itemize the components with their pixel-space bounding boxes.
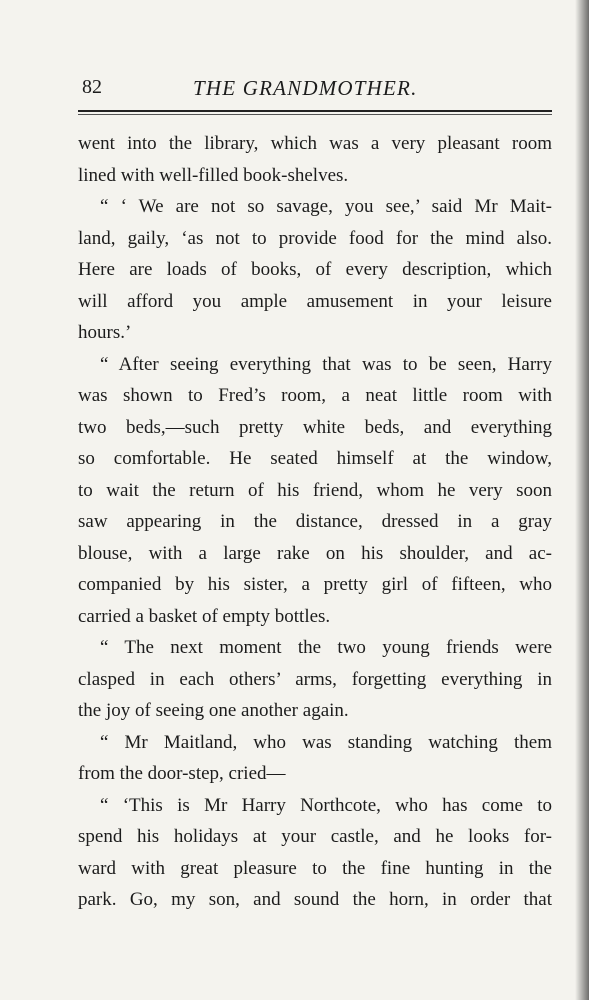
text-line: will afford you ample amusement in your leisure — [78, 290, 552, 312]
header-rule — [78, 110, 552, 112]
text-line: clasped in each others’ arms, forgetting everything in — [78, 668, 552, 690]
text-line: “ After seeing everything that was to be seen, Harry — [100, 353, 552, 375]
body-text — [78, 128, 552, 916]
page-edge-shadow — [575, 0, 589, 1000]
text-line: “ ‘ We are not so savage, you see,’ said Mr Mait- — [100, 196, 552, 217]
text-line: Here are loads of books, of every description, which — [78, 259, 552, 280]
text-line: park. Go, my son, and sound the horn, in order that — [78, 889, 552, 910]
text-line: saw appearing in the distance, dressed in a gray — [78, 511, 552, 532]
text-line: blouse, with a large rake on his shoulder, and ac- — [78, 542, 552, 564]
text-line: ward with great pleasure to the fine hunting in the — [78, 857, 552, 879]
running-head — [78, 74, 552, 104]
text-line: went into the library, which was a very pleasant room — [78, 133, 552, 154]
text-line: spend his holidays at your castle, and he looks for- — [78, 826, 552, 847]
text-line: two beds,—such pretty white beds, and everything — [78, 416, 552, 438]
header-rule-thin — [78, 114, 552, 115]
text-line: from the door-step, cried— — [78, 763, 286, 784]
running-title: THE GRANDMOTHER. — [193, 76, 418, 100]
text-line: to wait the return of his friend, whom he very soon — [78, 479, 552, 501]
text-line: “ Mr Maitland, who was standing watching them — [100, 731, 552, 753]
text-line: was shown to Fred’s room, a neat little room with — [78, 385, 552, 406]
text-line: hours.’ — [78, 322, 132, 343]
text-line: land, gaily, ‘as not to provide food for the mind also. — [78, 227, 552, 249]
text-line: companied by his sister, a pretty girl of fifteen, who — [78, 574, 552, 595]
text-line: so comfortable. He seated himself at the window, — [78, 448, 552, 469]
page-number: 82 — [82, 76, 102, 98]
text-line: lined with well-filled book-shelves. — [78, 164, 349, 186]
text-line: carried a basket of empty bottles. — [78, 605, 331, 627]
text-line: “ The next moment the two young friends were — [100, 637, 552, 658]
text-line: the joy of seeing one another again. — [78, 700, 349, 721]
text-line: “ ‘This is Mr Harry Northcote, who has come to — [100, 794, 552, 816]
